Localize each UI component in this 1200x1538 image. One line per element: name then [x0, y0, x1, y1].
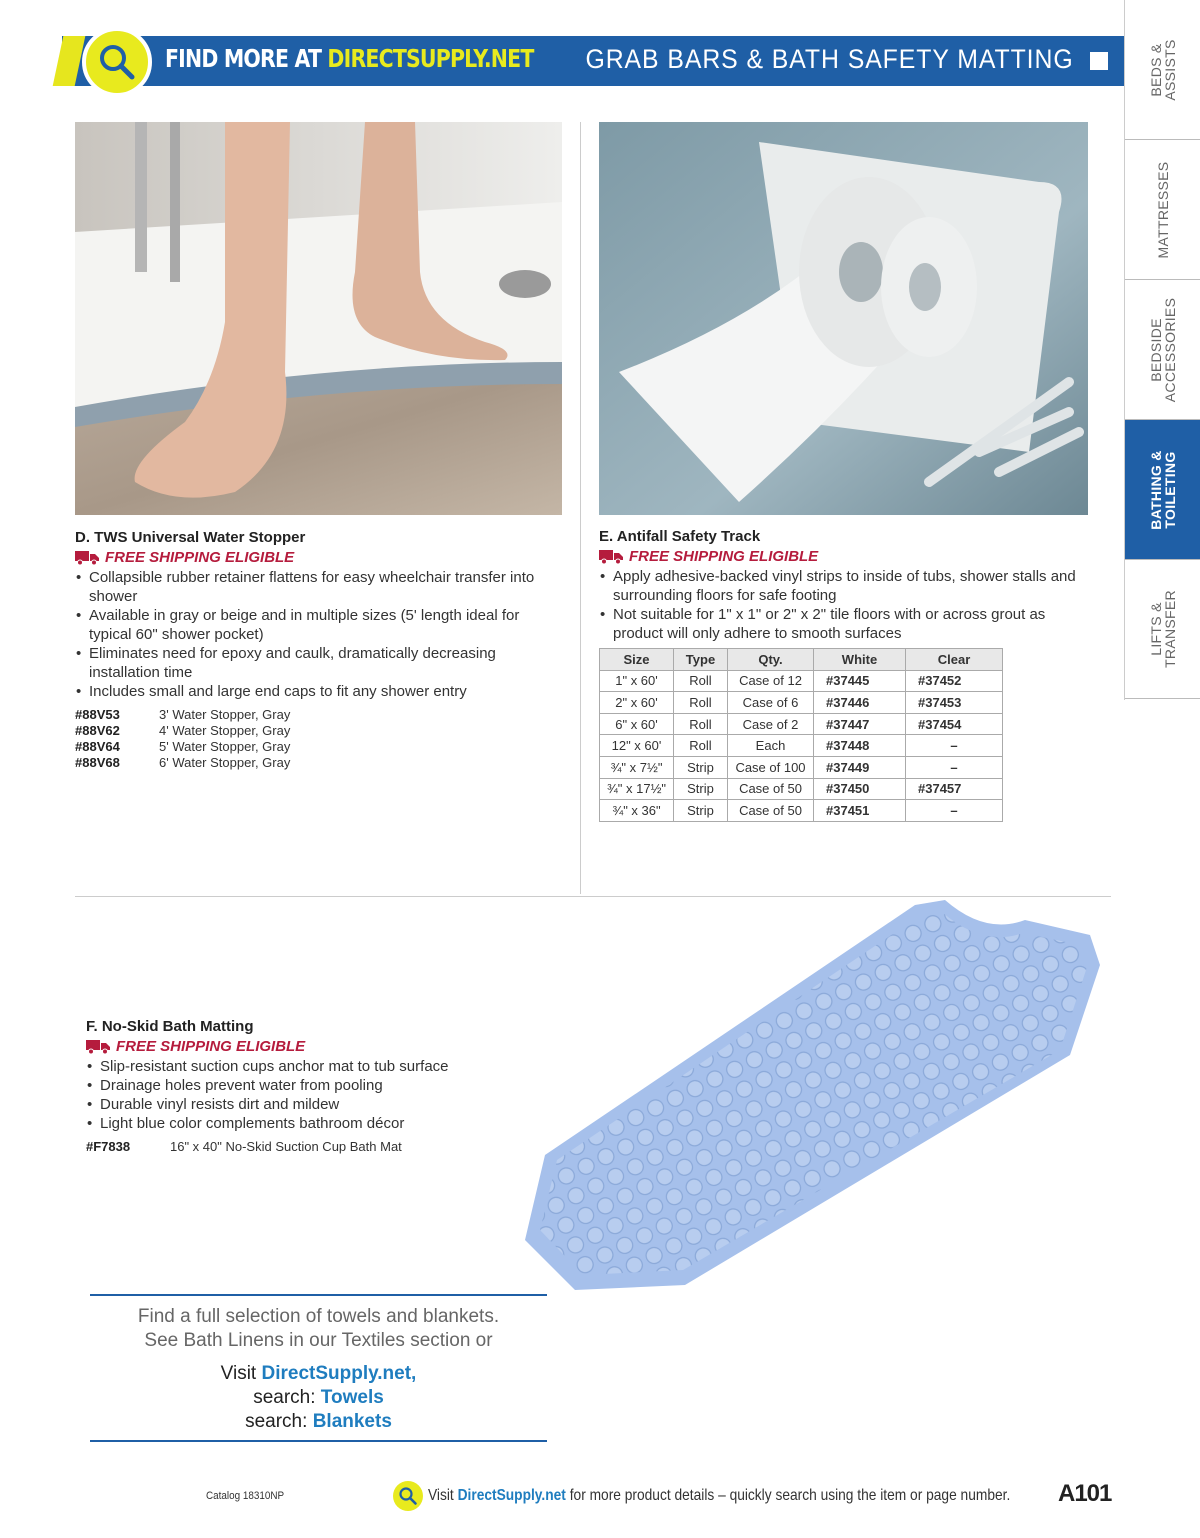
item-list [86, 1139, 526, 1155]
col-type: Type [674, 649, 728, 671]
section-tabs [1124, 0, 1200, 700]
cell-qty: Case of 6 [728, 692, 814, 714]
callout-site-link[interactable]: DirectSupply.net, [261, 1363, 417, 1384]
product-e [599, 528, 1089, 643]
feature-list [599, 567, 1089, 643]
product-title: F. No-Skid Bath Matting [86, 1018, 254, 1035]
cell-white-sku[interactable]: #37448 [814, 735, 906, 757]
callout-line: Find a full selection of towels and blankets. [137, 1306, 500, 1327]
cell-white-sku[interactable]: #37445 [814, 670, 906, 692]
cell-qty: Case of 50 [728, 778, 814, 800]
item-desc: 16" x 40" No-Skid Suction Cup Bath Mat [170, 1139, 402, 1154]
row-divider [75, 896, 1111, 897]
cell-clear-sku[interactable]: #37452 [906, 670, 1003, 692]
callout-search: search: Blankets [245, 1411, 392, 1432]
truck-icon [75, 551, 99, 565]
cell-qty: Case of 100 [728, 756, 814, 778]
linens-callout [90, 1294, 547, 1442]
cell-size: ¾" x 17½" [600, 778, 674, 800]
search-icon [398, 1486, 418, 1506]
search-icon [96, 41, 138, 83]
cell-clear-sku: – [906, 735, 1003, 757]
table-row [600, 735, 1003, 757]
cell-size: 1" x 60' [600, 670, 674, 692]
cell-qty: Case of 2 [728, 713, 814, 735]
item-sku[interactable]: #88V53 [75, 707, 120, 722]
cell-white-sku[interactable]: #37446 [814, 692, 906, 714]
table-row [600, 713, 1003, 735]
cell-white-sku[interactable]: #37451 [814, 800, 906, 822]
footer-visit-text: Visit DirectSupply.net for more product details – quickly search using the item or page number. [428, 1487, 1011, 1504]
footer-search-badge [393, 1481, 423, 1511]
col-clear: Clear [906, 649, 1003, 671]
item-desc: 5' Water Stopper, Gray [159, 739, 291, 754]
feature-item: • Light blue color complements bathroom décor [86, 1114, 526, 1133]
item-row [75, 739, 565, 755]
item-sku[interactable]: #F7838 [86, 1139, 131, 1154]
cell-clear-sku[interactable]: #37457 [906, 778, 1003, 800]
callout-visit: Visit DirectSupply.net, [220, 1363, 417, 1384]
item-sku[interactable]: #88V68 [75, 755, 120, 770]
cell-clear-sku: – [906, 800, 1003, 822]
table-row [600, 692, 1003, 714]
section-marker [1090, 52, 1108, 70]
item-row [86, 1139, 526, 1155]
feature-item: • Apply adhesive-backed vinyl strips to inside of tubs, shower stalls and surrounding floors for safe footing [599, 567, 1089, 605]
cell-size: 12" x 60' [600, 735, 674, 757]
find-more-link[interactable]: FIND MORE AT DIRECTSUPPLY.NET [165, 44, 534, 73]
table-header-row [600, 649, 1003, 671]
item-row [75, 707, 565, 723]
feature-list [86, 1057, 526, 1133]
cell-size: 6" x 60' [600, 713, 674, 735]
water-stopper-photo [75, 122, 562, 515]
feature-list [75, 568, 565, 701]
free-shipping-badge: FREE SHIPPING ELIGIBLE [599, 548, 1089, 565]
section-title: GRAB BARS & BATH SAFETY MATTING [585, 44, 1074, 74]
catalog-number: Catalog 18310NP [206, 1490, 285, 1502]
truck-icon [599, 550, 623, 564]
feature-item: • Drainage holes prevent water from pooling [86, 1076, 526, 1095]
cell-qty: Each [728, 735, 814, 757]
table-row [600, 778, 1003, 800]
feature-item: • Slip-resistant suction cups anchor mat to tub surface [86, 1057, 526, 1076]
free-shipping-badge: FREE SHIPPING ELIGIBLE [75, 549, 565, 566]
cell-white-sku[interactable]: #37447 [814, 713, 906, 735]
item-list [75, 707, 565, 771]
item-sku[interactable]: #88V64 [75, 739, 120, 754]
item-desc: 4' Water Stopper, Gray [159, 723, 291, 738]
cell-size: 2" x 60' [600, 692, 674, 714]
feature-item: • Available in gray or beige and in multiple sizes (5' length ideal for typical 60" shower pocket) [75, 606, 565, 644]
cell-type: Roll [674, 735, 728, 757]
product-f [86, 1018, 526, 1155]
safety-track-photo [599, 122, 1088, 515]
cell-white-sku[interactable]: #37450 [814, 778, 906, 800]
col-white: White [814, 649, 906, 671]
cell-type: Roll [674, 670, 728, 692]
cell-clear-sku: – [906, 756, 1003, 778]
item-row [75, 755, 565, 771]
page-number: A101 [1058, 1480, 1112, 1507]
cell-size: ¾" x 36" [600, 800, 674, 822]
tab-bathing-toileting[interactable]: BATHING & TOILETING [1125, 420, 1200, 560]
item-row [75, 723, 565, 739]
table-row [600, 670, 1003, 692]
cell-qty: Case of 12 [728, 670, 814, 692]
search-towels-link[interactable]: Towels [320, 1387, 384, 1408]
feature-item: • Not suitable for 1" x 1" or 2" x 2" tile floors with or across grout as product will only adhere to smooth surfaces [599, 605, 1089, 643]
product-title: D. TWS Universal Water Stopper [75, 529, 306, 546]
callout-search: search: Towels [253, 1387, 384, 1408]
truck-icon [86, 1040, 110, 1054]
col-qty: Qty. [728, 649, 814, 671]
col-size: Size [600, 649, 674, 671]
table-row [600, 756, 1003, 778]
feature-item: • Durable vinyl resists dirt and mildew [86, 1095, 526, 1114]
search-blankets-link[interactable]: Blankets [312, 1411, 392, 1432]
tab-bedside-accessories[interactable]: BEDSIDE ACCESSORIES [1125, 280, 1200, 420]
cell-size: ¾" x 7½" [600, 756, 674, 778]
column-divider [580, 122, 581, 894]
feature-item: • Eliminates need for epoxy and caulk, dramatically decreasing installation time [75, 644, 565, 682]
cell-type: Roll [674, 713, 728, 735]
product-title: E. Antifall Safety Track [599, 528, 761, 545]
tab-mattresses[interactable]: MATTRESSES [1125, 140, 1200, 280]
cell-qty: Case of 50 [728, 800, 814, 822]
bath-mat-photo [515, 895, 1103, 1290]
cell-type: Strip [674, 800, 728, 822]
safety-track-table [599, 648, 1003, 822]
feature-item: • Includes small and large end caps to fit any shower entry [75, 682, 565, 701]
item-sku[interactable]: #88V62 [75, 723, 120, 738]
cell-type: Roll [674, 692, 728, 714]
tab-beds-assists[interactable]: BEDS & ASSISTS [1125, 0, 1200, 140]
cell-white-sku[interactable]: #37449 [814, 756, 906, 778]
cell-clear-sku[interactable]: #37453 [906, 692, 1003, 714]
search-icon-badge[interactable] [82, 27, 152, 97]
item-desc: 6' Water Stopper, Gray [159, 755, 291, 770]
callout-line: See Bath Linens in our Textiles section or [144, 1330, 493, 1351]
cell-type: Strip [674, 778, 728, 800]
cell-clear-sku[interactable]: #37454 [906, 713, 1003, 735]
tab-lifts-transfer[interactable]: LIFTS & TRANSFER [1125, 560, 1200, 699]
product-d [75, 529, 565, 771]
footer-site-link[interactable]: DirectSupply.net [457, 1487, 566, 1504]
cell-type: Strip [674, 756, 728, 778]
item-desc: 3' Water Stopper, Gray [159, 707, 291, 722]
table-row [600, 800, 1003, 822]
free-shipping-badge: FREE SHIPPING ELIGIBLE [86, 1038, 526, 1055]
feature-item: • Collapsible rubber retainer flattens for easy wheelchair transfer into shower [75, 568, 565, 606]
